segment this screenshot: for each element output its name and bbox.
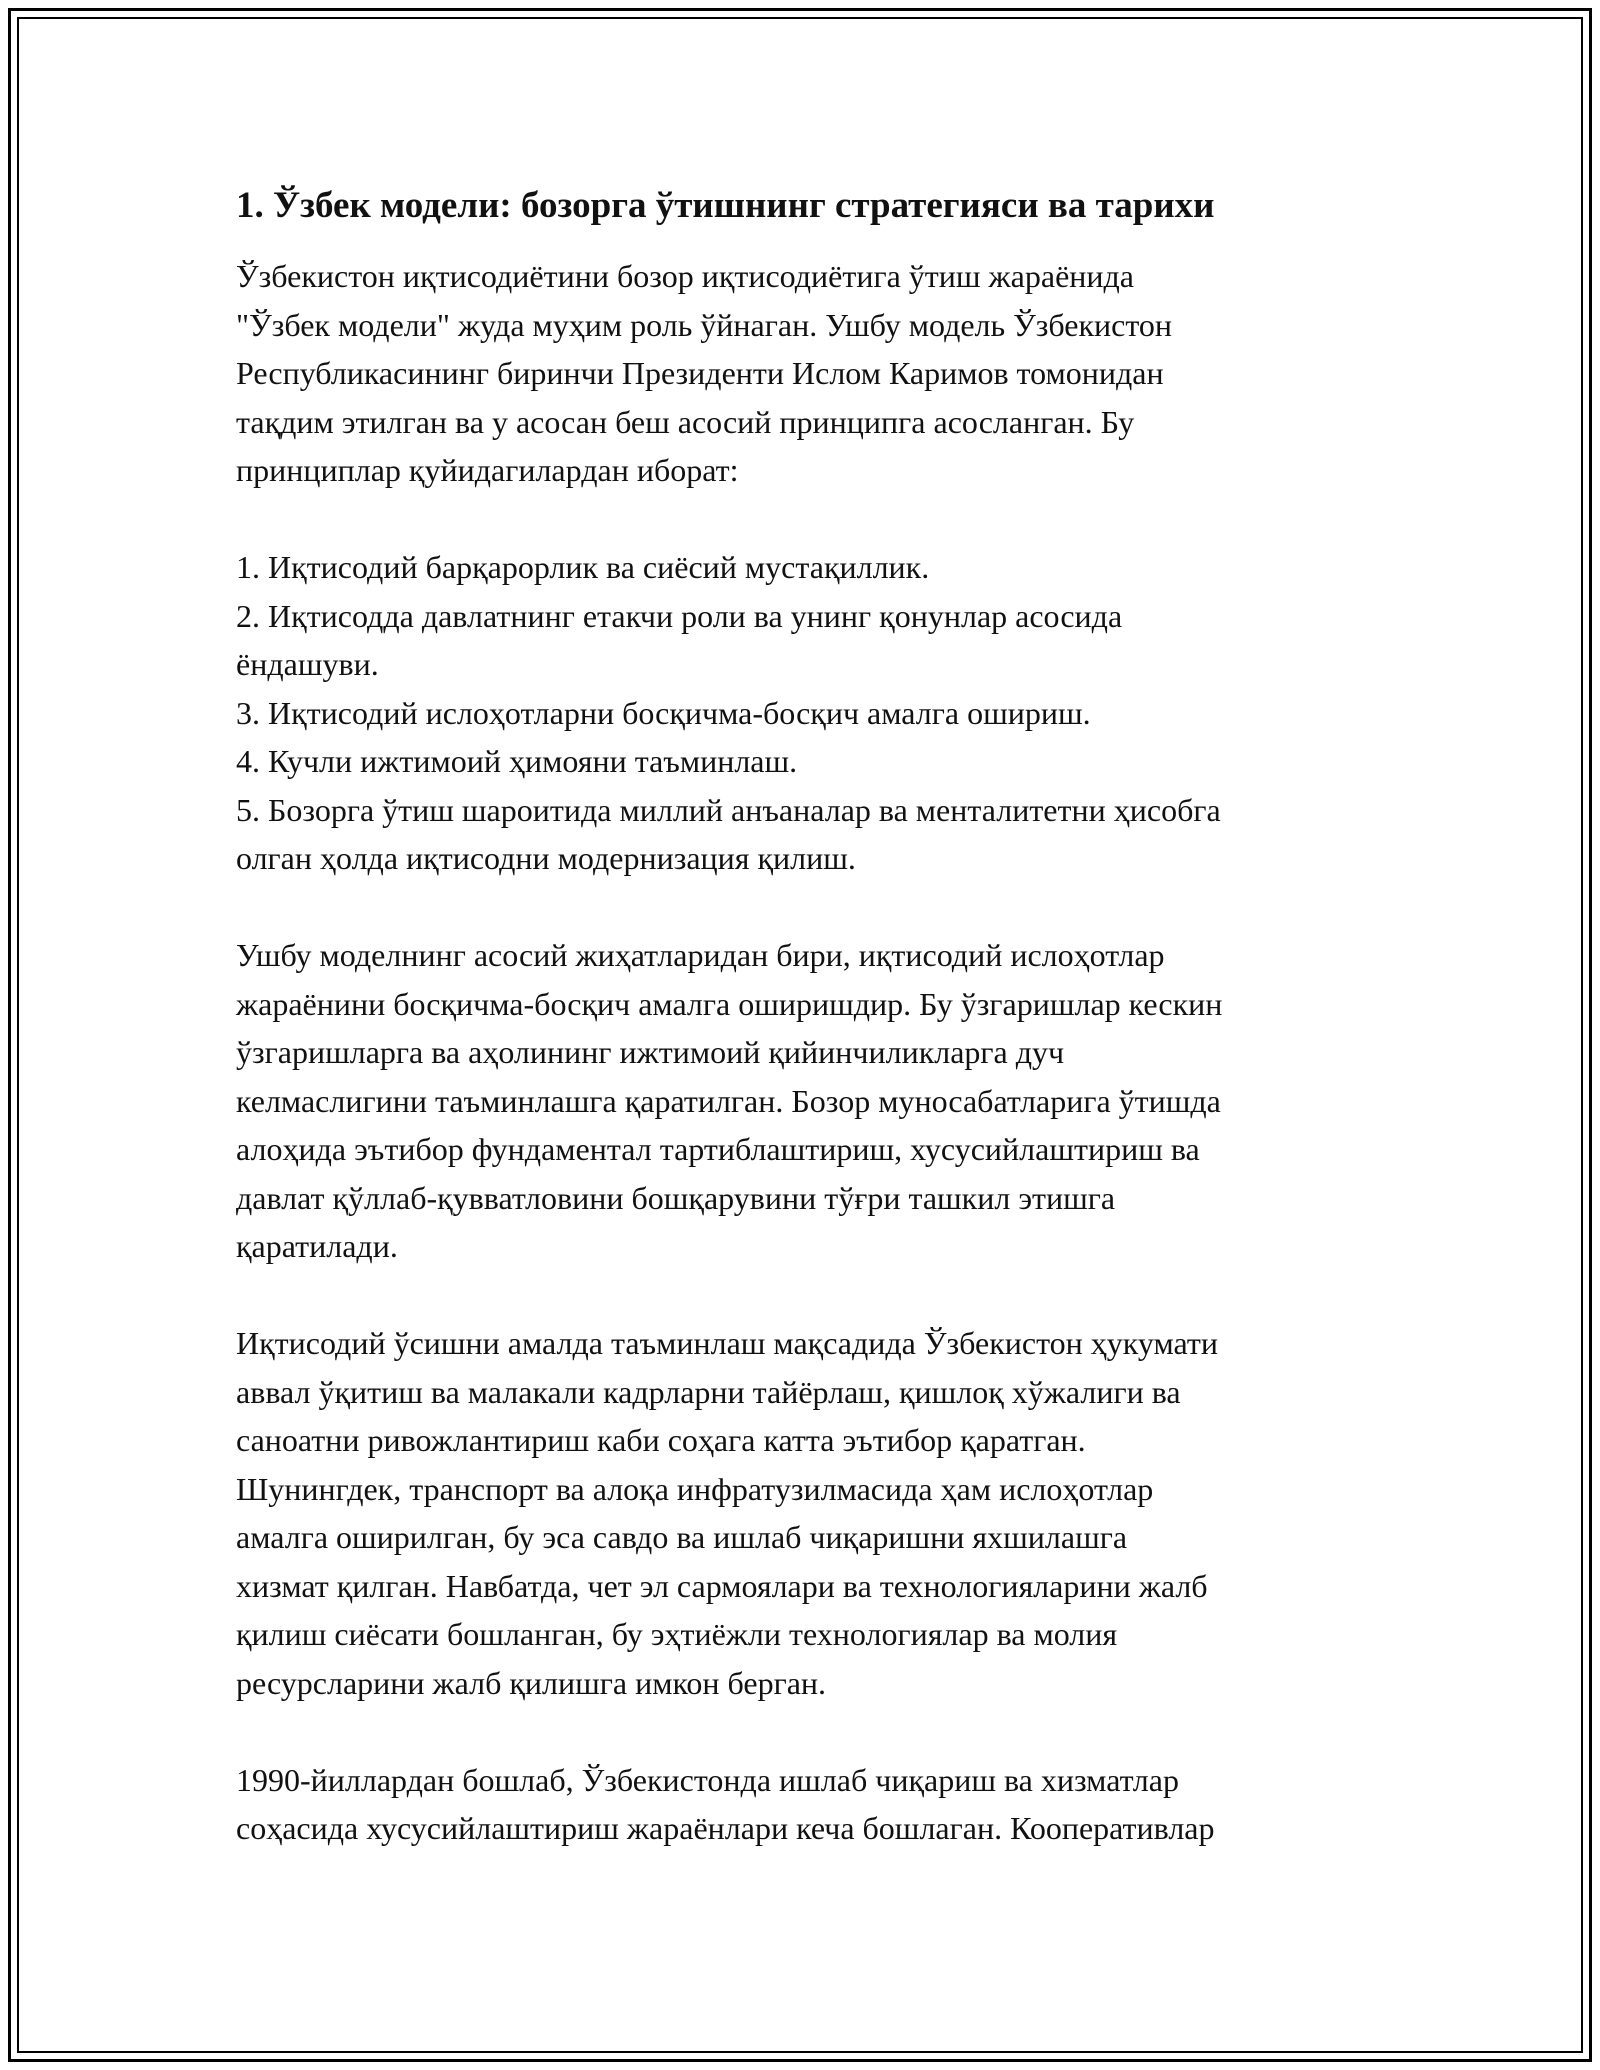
intro-paragraph [236, 252, 1396, 495]
text-line: ресурсларини жалб қилишга имкон берган. [236, 1664, 827, 1701]
list-item: 2. Иқтисодда давлатнинг етакчи роли ва унинг қонунлар асосида [236, 597, 1123, 634]
text-line: Ўзбекистон иқтисодиётини бозор иқтисодиётига ўтиш жараёнида [236, 258, 1134, 294]
list-item: 5. Бозорга ўтиш шароитида миллий анъаналар ва менталитетни ҳисобга [236, 791, 1221, 828]
section-title: 1. Ўзбек модели: бозорга ўтишнинг стратегияси ва тарихи [236, 185, 1215, 226]
paragraph-3 [236, 1319, 1396, 1707]
text-line: хизмат қилган. Навбатда, чет эл сармоялари ва технологияларини жалб [236, 1567, 1208, 1604]
text-line: тақдим этилган ва у асосан беш асосий принципга асосланган. Бу [236, 403, 1135, 440]
text-line: 1990-йиллардан бошлаб, Ўзбекистонда ишлаб чиқариш ва хизматлар [236, 1761, 1179, 1798]
text-line: амалга оширилган, бу эса савдо ва ишлаб чиқаришни яхшилашга [236, 1519, 1128, 1555]
paragraph-4 [236, 1756, 1396, 1853]
text-line: Ушбу моделнинг асосий жиҳатларидан бири, иқтисодий ислоҳотлар [236, 937, 1165, 973]
text-line: Республикасининг биринчи Президенти Ислом Каримов томонидан [236, 355, 1164, 391]
list-item: 4. Кучли ижтимоий ҳимояни таъминлаш. [236, 743, 798, 779]
list-item: 3. Иқтисодий ислоҳотларни босқичма-босқич амалга ошириш. [236, 694, 1091, 731]
text-line: келмаслигини таъминлашга қаратилган. Бозор муносабатларига ўтишда [236, 1082, 1221, 1119]
list-item: ёндашуви. [236, 646, 379, 682]
paragraph-2 [236, 931, 1396, 1271]
text-line: принциплар қуйидагилардан иборат: [236, 452, 739, 488]
list-item: олган ҳолда иқтисодни модернизация қилиш. [236, 840, 856, 876]
principles-list [236, 543, 1396, 883]
text-line: ўзгаришларга ва аҳолининг ижтимоий қийинчиликларга дуч [236, 1034, 1065, 1070]
text-line: саноатни ривожлантириш каби соҳага катта эътибор қаратган. [236, 1422, 1086, 1458]
list-item: 1. Иқтисодий барқарорлик ва сиёсий мустақиллик. [236, 549, 930, 585]
document-body [236, 182, 1396, 1901]
text-line: жараёнини босқичма-босқич амалга оширишдир. Бу ўзгаришлар кескин [236, 985, 1223, 1022]
text-line: Иқтисодий ўсишни амалда таъминлаш мақсадида Ўзбекистон ҳукумати [236, 1325, 1218, 1361]
text-line: қаратилади. [236, 1228, 398, 1264]
text-line: алоҳида эътибор фундаментал тартиблаштириш, хусусийлаштириш ва [236, 1131, 1200, 1167]
text-line: "Ўзбек модели" жуда муҳим роль ўйнаган. Ушбу модель Ўзбекистон [236, 306, 1173, 343]
text-line: соҳасида хусусийлаштириш жараёнлари кеча бошлаган. Кооперативлар [236, 1810, 1215, 1846]
text-line: қилиш сиёсати бошланган, бу эҳтиёжли технологиялар ва молия [236, 1616, 1118, 1652]
text-line: аввал ўқитиш ва малакали кадрларни тайёрлаш, қишлоқ хўжалиги ва [236, 1373, 1181, 1410]
text-line: давлат қўллаб-қувватловини бошқарувини тўғри ташкил этишга [236, 1179, 1116, 1216]
text-line: Шунингдек, транспорт ва алоқа инфратузилмасида ҳам ислоҳотлар [236, 1470, 1154, 1507]
